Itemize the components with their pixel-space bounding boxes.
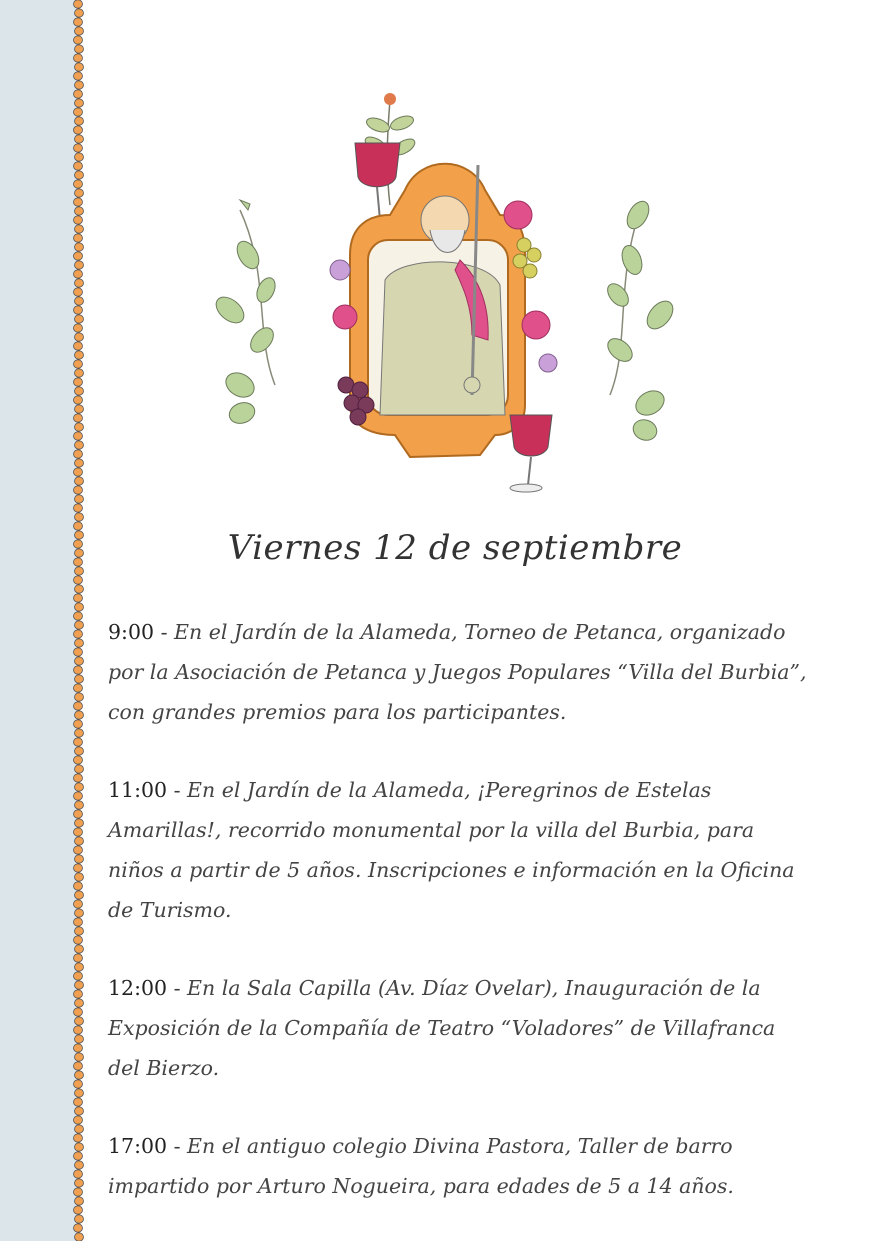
- bead: [75, 891, 84, 899]
- bead: [75, 873, 84, 881]
- bead: [75, 135, 84, 143]
- bead: [75, 1161, 84, 1169]
- left-vine-icon: [211, 200, 278, 427]
- bead: [74, 972, 83, 980]
- bead: [74, 1224, 83, 1232]
- bead: [75, 1053, 84, 1061]
- bead: [75, 729, 84, 737]
- bead: [74, 990, 83, 998]
- bead: [74, 216, 83, 224]
- bead: [74, 612, 83, 620]
- bead: [75, 1017, 84, 1025]
- bead: [75, 981, 84, 989]
- bead: [74, 720, 83, 728]
- bead: [75, 711, 84, 719]
- bead: [74, 270, 83, 278]
- bead: [75, 117, 84, 125]
- bead: [75, 945, 84, 953]
- bead: [75, 261, 84, 269]
- bead: [75, 207, 84, 215]
- bead: [74, 792, 83, 800]
- bead: [75, 1179, 84, 1187]
- day-title: Viernes 12 de septiembre: [227, 528, 683, 568]
- bead: [75, 423, 84, 431]
- bead: [75, 99, 84, 107]
- bead: [75, 333, 84, 341]
- event-item: [108, 770, 808, 930]
- bead: [75, 9, 84, 17]
- bead: [75, 693, 84, 701]
- event-separator: -: [154, 620, 175, 644]
- bead: [74, 594, 83, 602]
- bead: [74, 144, 83, 152]
- bead: [74, 954, 83, 962]
- bead: [75, 459, 84, 467]
- bead: [74, 432, 83, 440]
- bead: [74, 684, 83, 692]
- bead: [74, 360, 83, 368]
- bead: [74, 522, 83, 530]
- bead: [75, 963, 84, 971]
- bead: [75, 45, 84, 53]
- bead: [74, 1188, 83, 1196]
- bead: [75, 63, 84, 71]
- bead-chain-decoration: [70, 0, 88, 1241]
- bead: [74, 450, 83, 458]
- bead: [74, 576, 83, 584]
- event-item: [108, 968, 808, 1088]
- bead: [75, 675, 84, 683]
- event-description: En el Jardín de la Alameda, Torneo de Petanca, organizado por la Asociación de Petanca y Juegos Populares “Villa del Burbia”, con grandes premios para los participantes.: [108, 620, 807, 724]
- quixote-portrait-illustration: [200, 85, 690, 505]
- right-vine-icon: [603, 198, 677, 444]
- bead: [74, 558, 83, 566]
- bead: [75, 1197, 84, 1205]
- bead: [75, 819, 84, 827]
- bead: [75, 585, 84, 593]
- bead: [74, 54, 83, 62]
- bead: [74, 486, 83, 494]
- event-separator: -: [167, 976, 188, 1000]
- bead: [75, 783, 84, 791]
- bead: [75, 801, 84, 809]
- bead: [75, 927, 84, 935]
- bead: [75, 855, 84, 863]
- bead: [74, 378, 83, 386]
- event-description: En la Sala Capilla (Av. Díaz Ovelar), Inauguración de la Exposición de la Compañía de Teatro “Voladores” de Villafranca del Bierzo.: [108, 976, 776, 1080]
- bead: [74, 1008, 83, 1016]
- bead: [75, 243, 84, 251]
- bead: [75, 531, 84, 539]
- bead: [74, 306, 83, 314]
- event-time: 17:00: [108, 1134, 168, 1158]
- bead: [75, 27, 84, 35]
- bead: [74, 288, 83, 296]
- bead: [75, 1215, 84, 1223]
- event-list: [108, 612, 808, 1244]
- event-time: 12:00: [108, 976, 168, 1000]
- bead: [75, 189, 84, 197]
- wine-glass-right-icon: [510, 415, 552, 492]
- bead: [75, 1233, 84, 1241]
- bead: [74, 468, 83, 476]
- bead: [74, 882, 83, 890]
- bead: [75, 369, 84, 377]
- bead: [74, 1044, 83, 1052]
- bead: [74, 828, 83, 836]
- bead: [74, 198, 83, 206]
- bead: [75, 279, 84, 287]
- event-description: En el antiguo colegio Divina Pastora, Taller de barro impartido por Arturo Nogueira, para edades de 5 a 14 años.: [108, 1134, 734, 1198]
- bead: [75, 81, 84, 89]
- bead: [74, 504, 83, 512]
- event-item: [108, 612, 808, 732]
- bead: [75, 225, 84, 233]
- bead: [75, 909, 84, 917]
- bead: [74, 342, 83, 350]
- bead: [74, 1116, 83, 1124]
- bead: [75, 405, 84, 413]
- bead: [74, 1098, 83, 1106]
- bead: [74, 666, 83, 674]
- bead: [75, 639, 84, 647]
- event-item: [108, 1126, 808, 1206]
- bead: [74, 324, 83, 332]
- bead: [74, 234, 83, 242]
- bead: [75, 549, 84, 557]
- bead: [74, 900, 83, 908]
- bead: [75, 1071, 84, 1079]
- bead: [75, 441, 84, 449]
- bead: [74, 414, 83, 422]
- bead: [75, 315, 84, 323]
- bead: [75, 657, 84, 665]
- bead: [74, 936, 83, 944]
- bead: [74, 18, 83, 26]
- bead: [74, 738, 83, 746]
- bead: [74, 1062, 83, 1070]
- bead: [75, 603, 84, 611]
- bead: [75, 765, 84, 773]
- bead: [75, 837, 84, 845]
- bead: [74, 1170, 83, 1178]
- event-time: 9:00: [108, 620, 155, 644]
- bead: [75, 621, 84, 629]
- bead: [75, 747, 84, 755]
- event-description: En el Jardín de la Alameda, ¡Peregrinos de Estelas Amarillas!, recorrido monumental por la villa del Burbia, para niños a partir de 5 años. Inscripciones e información en la Oficina de Turismo.: [108, 778, 795, 922]
- bead: [74, 252, 83, 260]
- bead: [74, 1080, 83, 1088]
- bead: [75, 999, 84, 1007]
- bead: [75, 1143, 84, 1151]
- bead: [74, 162, 83, 170]
- bead: [75, 477, 84, 485]
- bead: [74, 0, 83, 8]
- bead: [74, 846, 83, 854]
- bead: [74, 108, 83, 116]
- bead: [75, 1089, 84, 1097]
- bead: [74, 90, 83, 98]
- bead: [75, 495, 84, 503]
- bead: [74, 630, 83, 638]
- bead: [74, 648, 83, 656]
- bead: [74, 702, 83, 710]
- bead: [75, 171, 84, 179]
- bead: [75, 1125, 84, 1133]
- bead: [74, 1026, 83, 1034]
- bead: [75, 387, 84, 395]
- bead: [75, 513, 84, 521]
- bead: [74, 1134, 83, 1142]
- bead: [74, 396, 83, 404]
- bead: [74, 1206, 83, 1214]
- bead: [75, 567, 84, 575]
- bead: [75, 297, 84, 305]
- bead: [74, 36, 83, 44]
- event-separator: -: [167, 1134, 188, 1158]
- bead: [75, 351, 84, 359]
- event-time: 11:00: [108, 778, 168, 802]
- bead: [74, 810, 83, 818]
- bead: [75, 153, 84, 161]
- event-separator: -: [167, 778, 188, 802]
- bead: [74, 72, 83, 80]
- bead: [74, 126, 83, 134]
- bead: [74, 180, 83, 188]
- bead: [75, 1035, 84, 1043]
- bead: [75, 1107, 84, 1115]
- bead: [74, 774, 83, 782]
- bead: [74, 864, 83, 872]
- bead: [74, 540, 83, 548]
- bead: [74, 1152, 83, 1160]
- side-band: [0, 0, 78, 1241]
- bead: [74, 756, 83, 764]
- bead: [74, 918, 83, 926]
